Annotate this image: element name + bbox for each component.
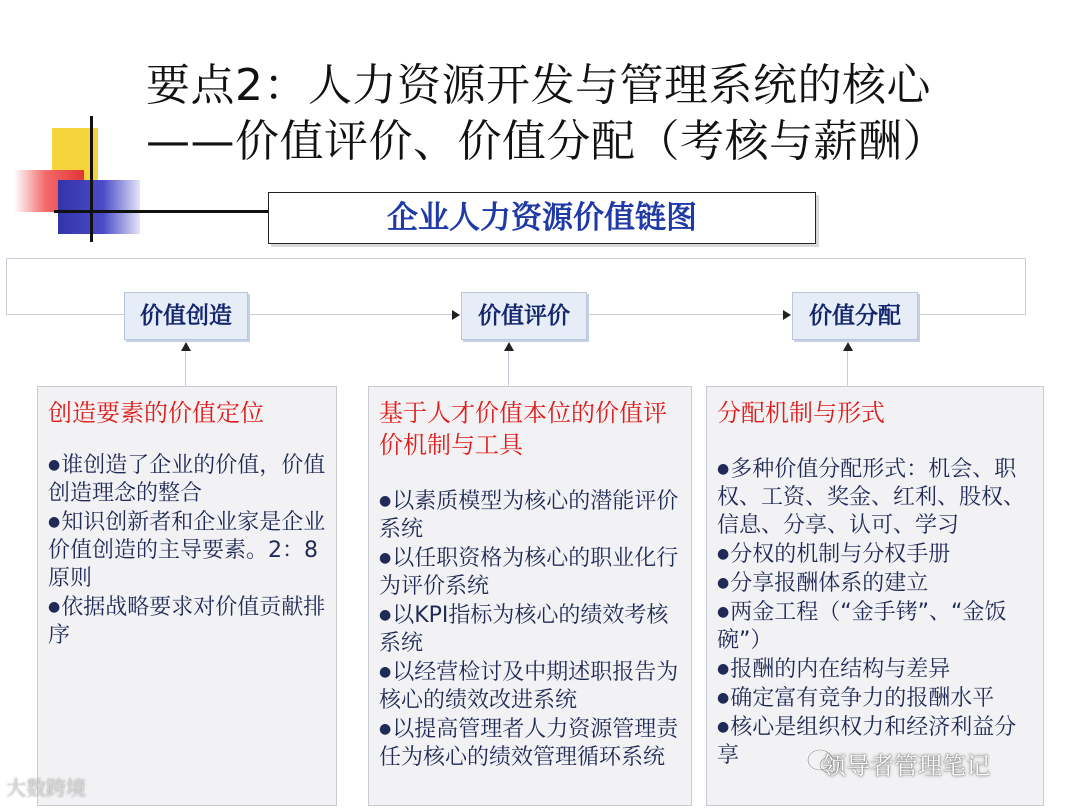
list-item: ●分权的机制与分权手册: [717, 542, 951, 567]
list-item: ●以提高管理者人力资源管理责任为核心的绩效管理循环系统: [379, 717, 679, 770]
stage-value-creation: 价值创造: [124, 292, 248, 340]
box-value-distribution: [706, 386, 1044, 806]
arrowhead-right-icon: [783, 310, 791, 320]
list-item: ●以经营检讨及中期述职报告为核心的绩效改进系统: [379, 660, 679, 713]
stage-value-distribution: 价值分配: [792, 292, 918, 340]
box-heading: 分配机制与形式: [717, 399, 885, 427]
loop-bottom-left-line: [6, 314, 124, 315]
arrowhead-up-icon: [181, 342, 191, 351]
loop-right-line: [1025, 258, 1026, 315]
list-item: ●依据战略要求对价值贡献排序: [48, 595, 326, 648]
list-item: ●知识创新者和企业家是企业价值创造的主导要素。2：8原则: [48, 510, 326, 591]
bullet-list: [48, 451, 326, 650]
list-item: ●确定富有竞争力的报酬水平: [717, 686, 995, 711]
box-value-evaluation: [368, 386, 692, 806]
arrowhead-right-icon: [452, 310, 460, 320]
arrow-stem-2: [508, 351, 509, 386]
title-line-2: ——价值评价、价值分配（考核与薪酬）: [146, 116, 947, 167]
list-item: ●多种价值分配形式：机会、职权、工资、奖金、红利、股权、信息、分享、认可、学习: [717, 457, 1026, 538]
list-item: ●报酬的内在结构与差异: [717, 657, 951, 682]
decor-blue-square: [58, 180, 140, 234]
list-item: ●谁创造了企业的价值，价值创造理念的整合: [48, 453, 326, 506]
title-line-1: 要点2：人力资源开发与管理系统的核心: [146, 60, 931, 111]
arrow-line-2-3: [587, 314, 784, 315]
watermark-left: 大数跨境: [6, 776, 86, 800]
slide-title: [146, 58, 1006, 170]
box-heading: 创造要素的价值定位: [48, 399, 264, 427]
arrowhead-up-icon: [843, 342, 853, 351]
loop-bottom-right-line: [918, 314, 1026, 315]
list-item: ●分享报酬体系的建立: [717, 571, 929, 596]
box-heading: 基于人才价值本位的价值评价机制与工具: [379, 399, 667, 459]
bullet-list: [379, 487, 681, 772]
arrow-line-1-2: [248, 314, 453, 315]
list-item: ●以素质模型为核心的潜能评价系统: [379, 489, 679, 542]
arrowhead-up-icon: [504, 342, 514, 351]
decor-horizontal-line: [54, 210, 268, 213]
decor-vertical-line: [90, 116, 93, 242]
loop-left-line: [6, 258, 7, 315]
arrow-stem-3: [847, 351, 848, 386]
chain-title: 企业人力资源价值链图: [268, 192, 816, 244]
stage-value-evaluation: 价值评价: [461, 292, 587, 340]
watermark-right: 领导者管理笔记: [822, 752, 990, 780]
loop-top-line: [6, 258, 1026, 259]
list-item: ●以KPI指标为核心的绩效考核系统: [379, 603, 669, 656]
bullet-list: [717, 455, 1033, 770]
box-value-creation: [37, 386, 337, 806]
list-item: ●两金工程（“金手铐”、“金饭碗”）: [717, 600, 1007, 653]
arrow-stem-1: [185, 351, 186, 386]
list-item: ●核心是组织权力和经济利益分享: [717, 715, 1017, 768]
list-item: ●以任职资格为核心的职业化行为评价系统: [379, 546, 679, 599]
